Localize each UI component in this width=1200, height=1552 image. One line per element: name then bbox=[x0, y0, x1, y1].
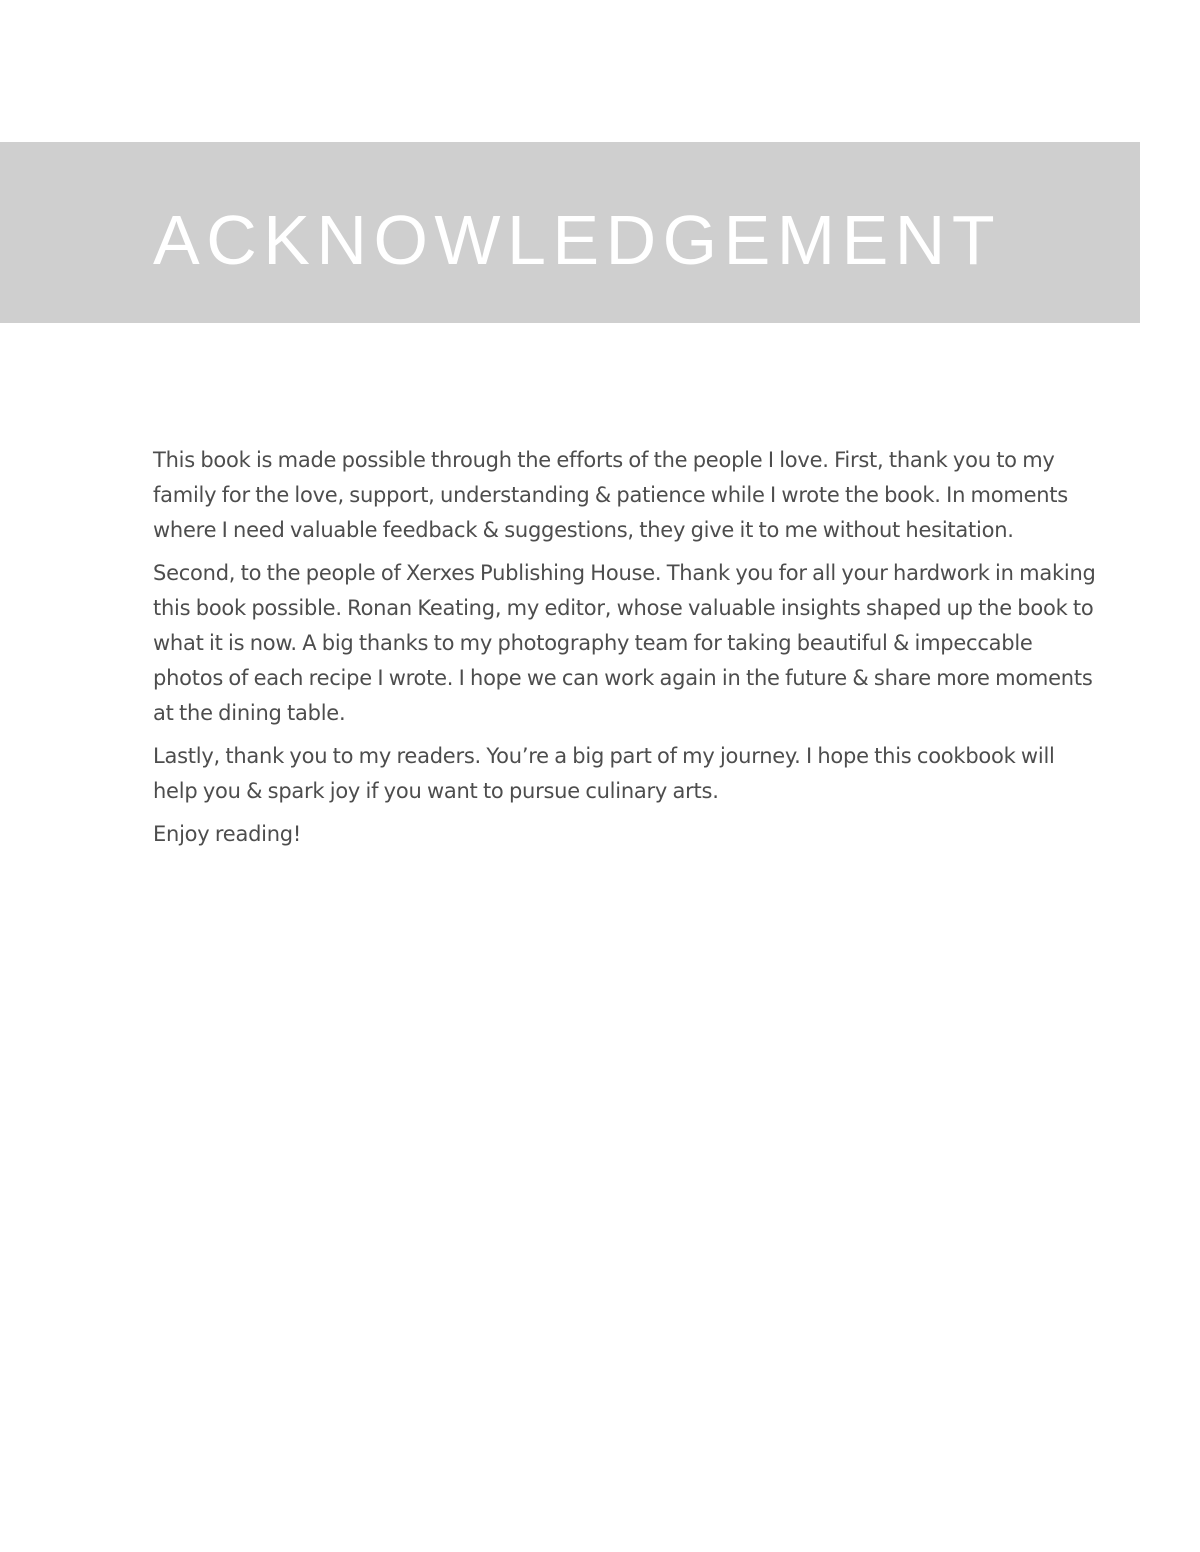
paragraph-closing: Enjoy reading! bbox=[153, 822, 302, 846]
page-title: ACKNOWLEDGEMENT bbox=[153, 201, 1002, 279]
paragraph-readers-thanks: Lastly, thank you to my readers. You’re a big part of my journey. I hope this cookbook will help you & spark joy if you want to pursue culinary arts. bbox=[153, 744, 1055, 803]
acknowledgement-body bbox=[153, 443, 1098, 860]
paragraph-publisher-thanks: Second, to the people of Xerxes Publishing House. Thank you for all your hardwork in making this book possible. Ronan Keating, my editor, whose valuable insights shaped up the book to what it is now. A big thanks to my photography team for taking beautiful & impeccable photos of each recipe I wrote. I hope we can work again in the future & share more moments at the dining table. bbox=[153, 561, 1096, 725]
paragraph-family-thanks: This book is made possible through the efforts of the people I love. First, thank you to my family for the love, support, understanding & patience while I wrote the book. In moments where I need valuable feedback & suggestions, they give it to me without hesitation. bbox=[153, 448, 1068, 542]
